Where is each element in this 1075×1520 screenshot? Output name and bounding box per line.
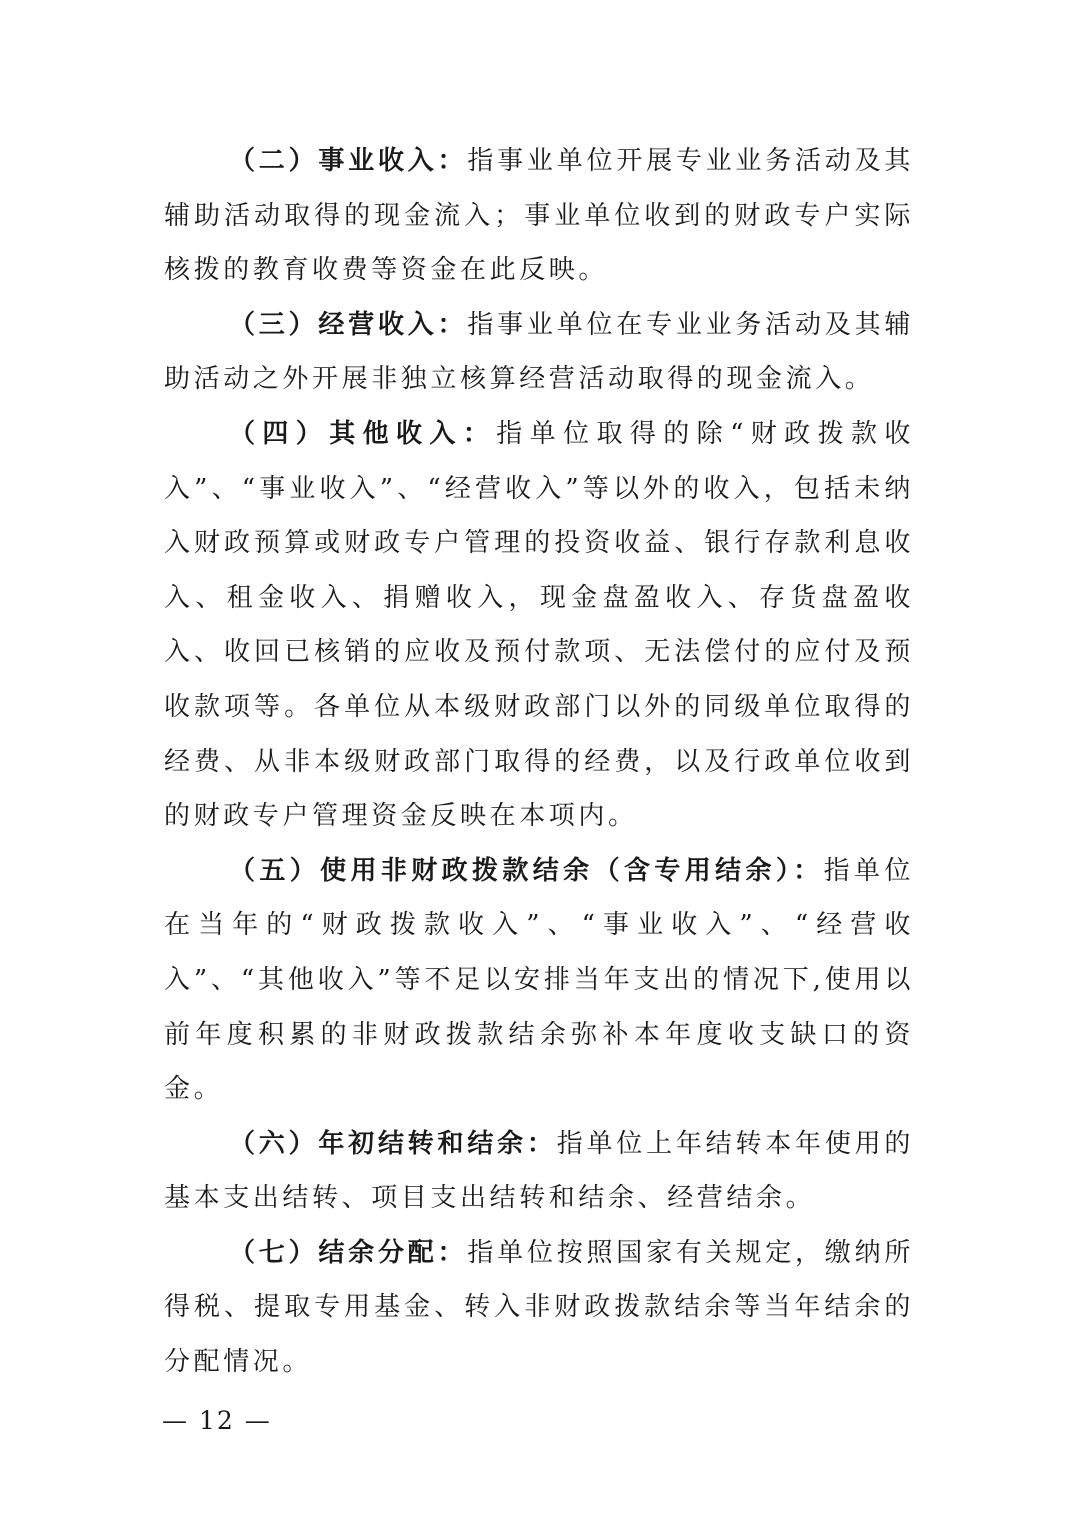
paragraph-surplus-distribution: [164, 1226, 914, 1390]
term-heading: （四）其他收入：: [229, 418, 497, 449]
page-number: — 12 —: [162, 1406, 272, 1435]
term-heading: （五）使用非财政拨款结余（含专用结余）：: [229, 855, 824, 886]
paragraph-business-income: [164, 134, 914, 298]
paragraph-other-income: [164, 407, 914, 844]
term-definition: 指单位上年结转本年使用的基本支出结转、项目支出结转和结余、经营结余。: [164, 1128, 914, 1214]
term-heading: （三）经营收入：: [229, 309, 468, 340]
document-body: [164, 134, 914, 1390]
paragraph-operating-income: [164, 298, 914, 407]
paragraph-carryover-surplus: [164, 1117, 914, 1226]
term-definition: 指事业单位在专业业务活动及其辅助活动之外开展非独立核算经营活动取得的现金流入。: [164, 309, 914, 395]
term-definition: 指单位在当年的“财政拨款收入”、“事业收入”、“经营收入”、“其他收入”等不足以安排当年支出的情况下,使用以前年度积累的非财政拨款结余弥补本年度收支缺口的资金。: [164, 855, 914, 1105]
paragraph-non-fiscal-surplus: [164, 844, 914, 1117]
term-heading: （二）事业收入：: [229, 146, 468, 176]
term-heading: （七）结余分配：: [229, 1237, 468, 1268]
term-definition: 指事业单位开展专业业务活动及其辅助活动取得的现金流入；事业单位收到的财政专户实际核拨的教育收费等资金在此反映。: [164, 146, 914, 286]
term-definition: 指单位取得的除“财政拨款收入”、“事业收入”、“经营收入”等以外的收入，包括未纳入财政预算或财政专户管理的投资收益、银行存款利息收入、租金收入、捐赠收入，现金盘盈收入、存货盘盈收入、收回已核销的应收及预付款项、无法偿付的应付及预收款项等。各单位从本级财政部门以外的同级单位取得的经费、从非本级财政部门取得的经费，以及行政单位收到的财政专户管理资金反映在本项内。: [164, 418, 914, 832]
term-heading: （六）年初结转和结余：: [229, 1128, 557, 1159]
term-definition: 指单位按照国家有关规定，缴纳所得税、提取专用基金、转入非财政拨款结余等当年结余的分配情况。: [164, 1237, 914, 1378]
